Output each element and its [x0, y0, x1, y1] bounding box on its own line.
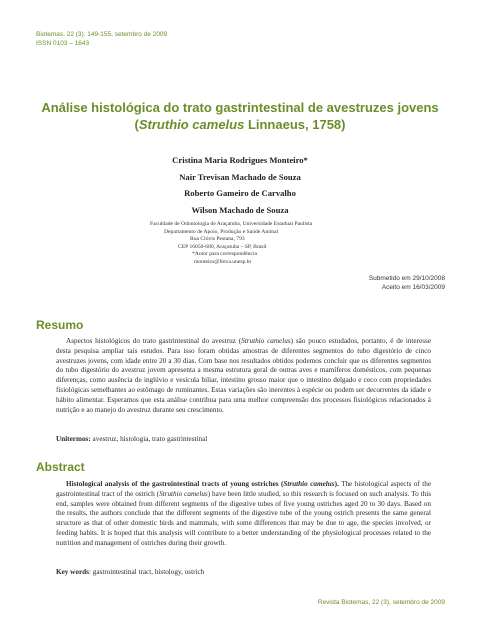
resumo-body-start: Aspectos histológicos do trato gastrintestinal do avestruz ( [66, 337, 242, 345]
submitted-date: Submetido em 29/10/2008 [368, 275, 445, 282]
page-footer: Revista Biotemas, 22 (3), setembro de 2009 [317, 599, 445, 606]
resumo-keywords [56, 435, 207, 443]
keywords-label: Key words [56, 568, 89, 576]
title-paren: ( [134, 117, 139, 132]
keywords-text: avestruz, histologia, trato gastrintestinal [90, 435, 208, 443]
affiliation-line: Rua Clóvis Pestana, 793 [190, 236, 245, 243]
author-name: Cristina Maria Rodrigues Monteiro* [172, 155, 308, 165]
title-line-2 [40, 116, 440, 133]
affiliation-email[interactable]: monteiro@fmva.unesp.br [194, 258, 252, 265]
submission-dates [369, 275, 445, 292]
title-authority: Linnaeus, 1758) [244, 117, 346, 132]
abstract-title-species: Struthio camelus [283, 480, 335, 488]
abstract-body-start: The histological aspects of the gastrointestinal tract of the ostrich ( [56, 480, 432, 498]
title-line-1: Análise histológica do trato gastrintestinal de avestruzes jovens [41, 100, 439, 115]
abstract-keywords [56, 568, 204, 576]
article-title [40, 99, 440, 133]
keywords-label: Unitermos: [56, 435, 91, 443]
affiliation-block [150, 221, 312, 267]
resumo-text [56, 337, 431, 415]
affiliation-line: Faculdade de Odontologia de Araçatuba, Universidade Estadual Paulista [150, 221, 313, 227]
author-name: Nair Trevisan Machado de Souza [179, 171, 301, 182]
resumo-body-rest: ) são pouco estudados, portanto, é de interesse desta pesquisa ampliar tais estudos. Para isso foram obtidas amostras de diferentes segmentos do tubo digestório de cinco avestruzes jovens, com idade entre 20 a 30 dias. Com base nos resultados obtidos podemos concluir que os diferentes segmentos do tubo digestório do avestruz jovem apresenta a mesma estrutura geral de outras aves e mamíferos domésticos, com pequenas diferenças, como ausência de inglúvio e vesícula biliar, intestino grosso maior que o intestino delgado e ceco com propriedades fisiológicas semelhantes ao estômago de ruminantes. Estas variações são inerentes à espécie ou podem ser decorrentes da idade e hábito alimentar. Esperamos que esta análise contribua para uma melhor compreensão dos processos fisiológicos relacionados à nutrição e ao manejo do avestruz durante seu crescimento. [56, 337, 431, 414]
abstract-title-end: ). [334, 480, 339, 488]
abstract-title [66, 480, 339, 488]
keywords-text: : gastrointestinal tract, histology, ostrich [88, 568, 205, 576]
author-name: Wilson Machado de Souza [191, 204, 289, 215]
resumo-heading: Resumo [36, 318, 84, 332]
abstract-body-rest: ) have been little studied, so this research is focused on such analysis. To this end, samples were obtained from different segments of the digestive tubes of five young ostriches aged 20 to 30 days. Based on the results, the authors conclude that the different segments of the digestive tube of the young ostrich presents the same general structure as that of other domestic birds and mammals, with some differences that may be due to age, the species involved, or feeding habits. It is hoped that this analysis will contribute to a better understanding of the physiological processes related to the nutrition and management of ostriches during their growth. [56, 489, 431, 547]
affiliation-line: Departamento de Apoio, Produção e Saúde Animal [164, 228, 279, 235]
journal-issn: ISSN 0103 – 1643 [36, 40, 90, 47]
affiliation-line: *Autor para correspondência [192, 251, 257, 258]
journal-header [36, 30, 167, 48]
accepted-date: Aceito em 16/03/2009 [381, 283, 445, 291]
resumo-species: Struthio camelus [241, 337, 291, 345]
abstract-title-lead: Histological analysis of the gastrointestinal tracts of young ostriches ( [66, 480, 284, 488]
author-name: Roberto Gameiro de Carvalho [184, 188, 296, 198]
journal-citation: Biotemas, 22 (3): 149-155, setembro de 2009 [36, 31, 168, 38]
author-list [40, 152, 440, 218]
abstract-heading: Abstract [36, 460, 85, 474]
affiliation-line: CEP 16050-680, Araçatuba – SP, Brasil [178, 243, 267, 250]
abstract-species: Struthio camelus [159, 489, 208, 498]
title-species: Struthio camelus [138, 117, 245, 132]
abstract-text [56, 480, 431, 549]
